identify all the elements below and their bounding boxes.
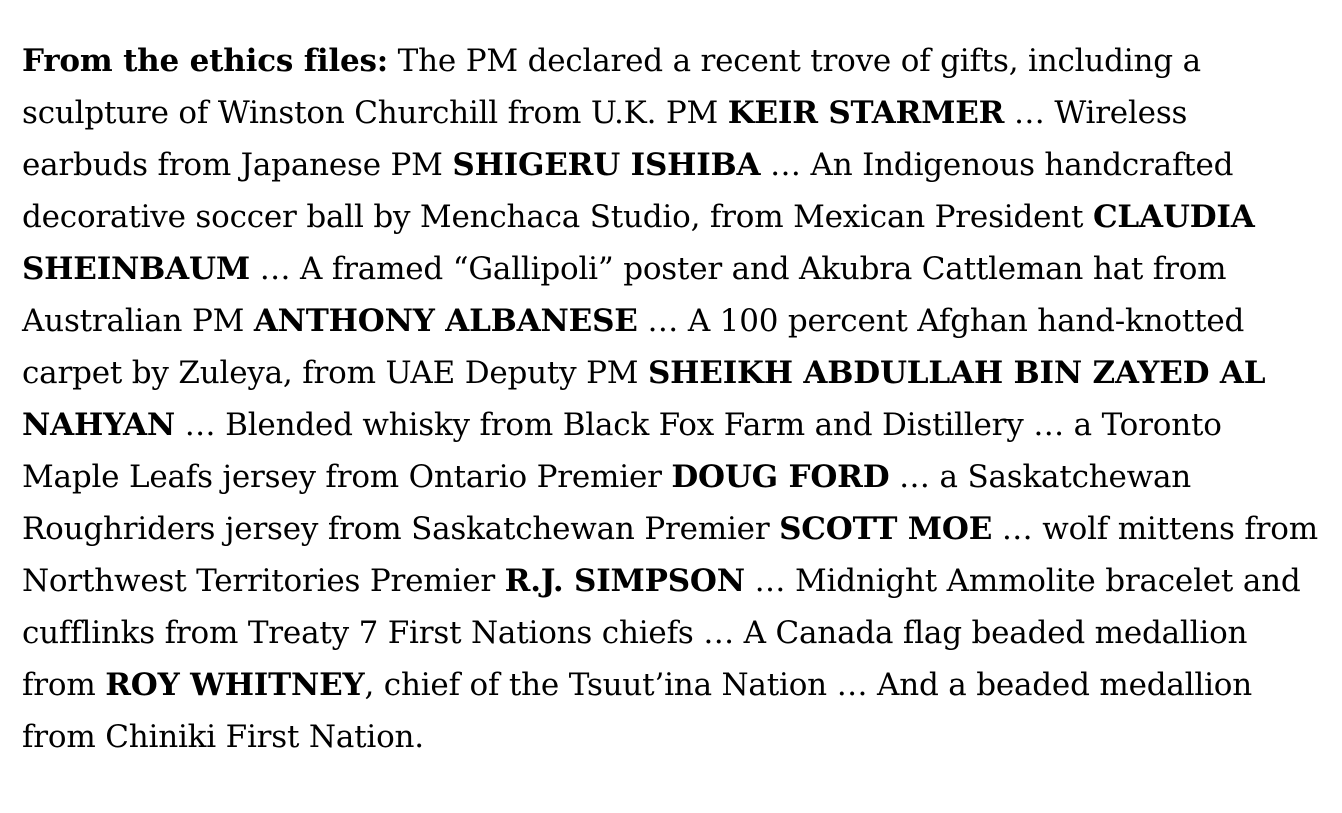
bold-text-segment: KEIR STARMER	[727, 95, 1005, 131]
text-segment: … Blended whisky from Black Fox Farm and Distillery … a Toronto Maple Leafs jersey from Ontario Premier	[22, 407, 1222, 495]
text-segment: … A framed “Gallipoli” poster and Akubra Cattleman hat from Australian PM	[22, 251, 1227, 339]
bold-text-segment: SHEIKH ABDULLAH BIN ZAYED AL NAHYAN	[22, 355, 1266, 443]
text-segment: … An Indigenous handcrafted decorative soccer ball by Menchaca Studio, from Mexican President	[22, 147, 1234, 235]
bold-text-segment: SCOTT MOE	[779, 511, 993, 547]
text-segment: … a Saskatchewan Roughriders jersey from Saskatchewan Premier	[22, 459, 1192, 547]
bold-text-segment: DOUG FORD	[671, 459, 890, 495]
text-segment: … wolf mittens from Northwest Territories Premier	[22, 511, 1318, 599]
text-segment: , chief of the Tsuut’ina Nation … And a beaded medallion from Chiniki First Nation.	[22, 667, 1253, 755]
newsletter-page	[0, 31, 1342, 763]
text-segment: … Midnight Ammolite bracelet and cufflinks from Treaty 7 First Nations chiefs … A Canada flag beaded medallion from	[22, 563, 1301, 703]
text-segment: … Wireless earbuds from Japanese PM	[22, 95, 1188, 183]
bold-text-segment: CLAUDIA SHEINBAUM	[22, 199, 1255, 287]
bold-text-segment: From the ethics files:	[22, 43, 389, 79]
ethics-files-paragraph	[0, 31, 1342, 763]
bold-text-segment: ROY WHITNEY	[105, 667, 365, 703]
text-segment: The PM declared a recent trove of gifts, including a sculpture of Winston Churchill from U.K. PM	[22, 43, 1201, 131]
bold-text-segment: R.J. SIMPSON	[504, 563, 745, 599]
bold-text-segment: ANTHONY ALBANESE	[253, 303, 638, 339]
text-segment: … A 100 percent Afghan hand-knotted carpet by Zuleya, from UAE Deputy PM	[22, 303, 1245, 391]
bold-text-segment: SHIGERU ISHIBA	[452, 147, 761, 183]
